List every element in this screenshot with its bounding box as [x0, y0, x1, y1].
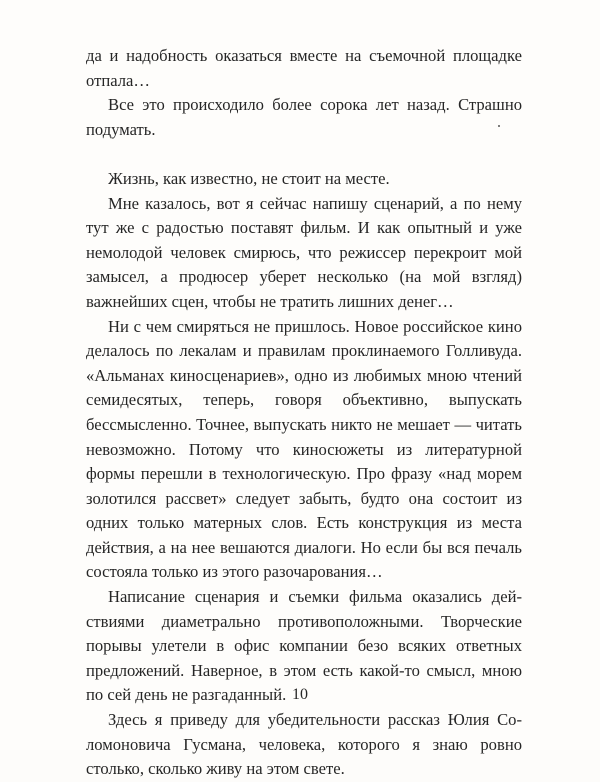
paragraph-3: Жизнь, как известно, не стоит на месте. [108, 168, 390, 188]
ink-speck [498, 125, 500, 127]
paragraph-1: да и надобность оказаться вместе на съемочной площадке отпала… [86, 46, 522, 90]
paragraph-4: Мне казалось, вот я сейчас напишу сценарий, а по нему тут же с радостью поставят фильм. И как опытный и уже немолодой человек смирюсь, что режиссер перекроит мой замысел, а продюсер уберет несколько (на мой взгляд) важнейших сцен, чтобы не тратить лишних денег… [86, 193, 522, 311]
paragraph-2: Все это происходило более сорока лет назад. Страшно подумать. [86, 95, 522, 139]
body-text [86, 44, 522, 782]
page-number: 10 [292, 686, 308, 703]
paragraph-6: Написание сценария и съемки фильма оказались действиями диаметрально противоположными. Творческие порывы улетели в офис компании безо всяких ответных предложений. Наверное, в этом есть какой-то смысл, мною по сей день не разгаданный. [86, 587, 522, 705]
paragraph-5: Ни с чем смиряться не пришлось. Новое российское кино делалось по лекалам и правилам проклинаемого Голливуда. «Альманах киносценариев», одно из любимых мною чтений семидесятых, теперь, говоря объективно, выпускать бессмысленно. Точнее, выпускать никто не мешает — читать невозможно. Потому что киносюжеты из литературной формы перешли в технологическую. Про фразу «над морем золотился рассвет» следует забыть, будто она состоит из одних только матерных слов. Есть конструкция из места действия, а на нее вешаются диалоги. Но если бы вся печаль состояла только из этого разочарования… [86, 316, 522, 582]
paragraph-7: Здесь я приведу для убедительности рассказ Юлия Соломоновича Гусмана, человека, которого я знаю ровно столько, сколько живу на этом свете. [86, 710, 522, 779]
